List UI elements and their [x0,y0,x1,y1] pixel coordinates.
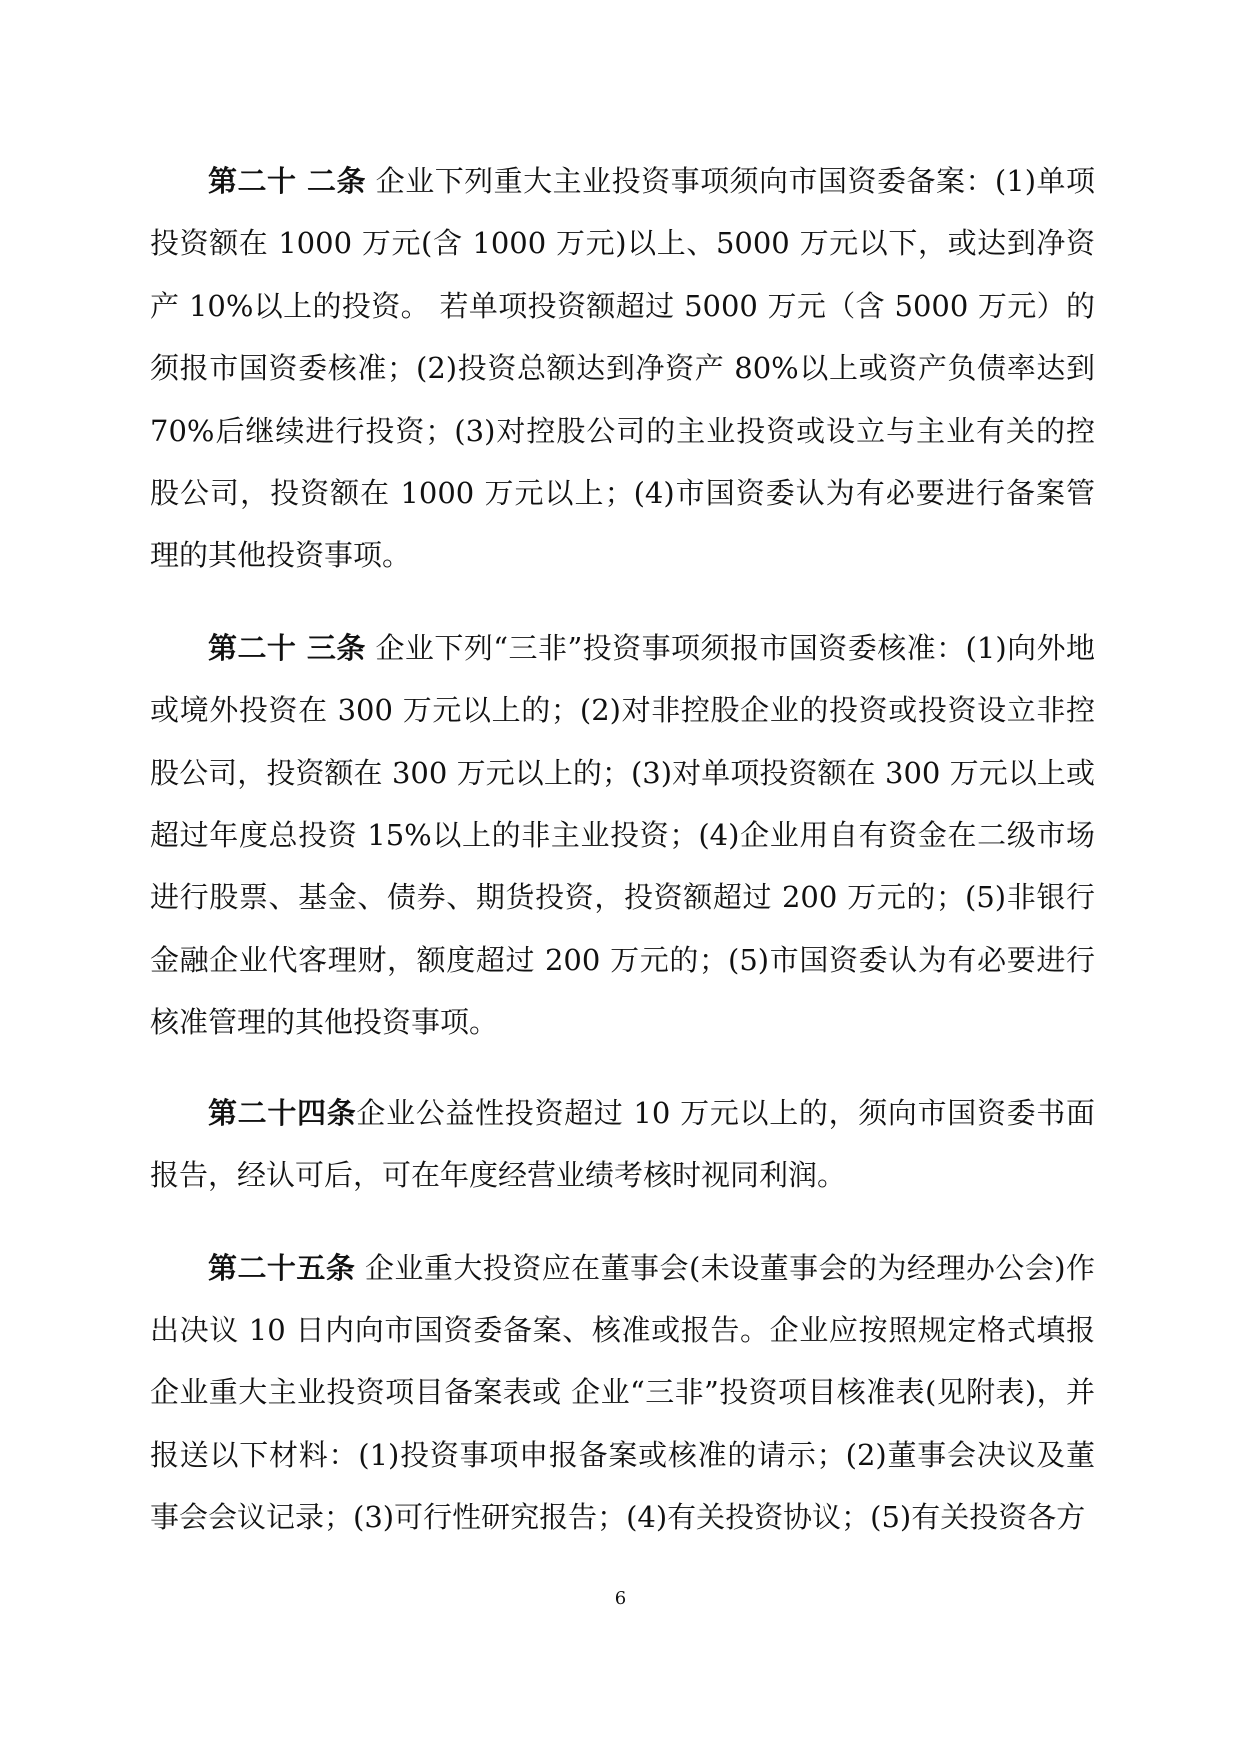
article-25 [150,1237,1095,1549]
article-heading: 第二十五条 [208,1250,356,1285]
article-body: 企业下列“三非”投资事项须报市国资委核准：(1)向外地或境外投资在 300 万元以上的；(2)对非控股企业的投资或投资设立非控股公司，投资额在 300 万元以上的；(3)对单项投资额在 300 万元以上或超过年度总投资 15%以上的非主业投资；(4)企业用自有资金在二级市场进行股票、基金、债券、期货投资，投资额超过 200 万元的；(5)非银行金融企业代客理财，额度超过 200 万元的；(5)市国资委认为有必要进行核准管理的其他投资事项。 [150,630,1095,1040]
article-body: 企业下列重大主业投资事项须向市国资委备案：(1)单项投资额在 1000 万元(含 1000 万元)以上、5000 万元以下，或达到净资产 10%以上的投资。 若单项投资额超过 5000 万元（含 5000 万元）的须报市国资委核准；(2)投资总额达到净资产 80%以上或资产负债率达到 70%后继续进行投资；(3)对控股公司的主业投资或设立与主业有关的控股公司，投资额在 1000 万元以上；(4)市国资委认为有必要进行备案管理的其他投资事项。 [150,164,1095,573]
article-body: 企业重大投资应在董事会(未设董事会的为经理办公会)作出决议 10 日内向市国资委备案、核准或报告。企业应按照规定格式填报企业重大主业投资项目备案表或 企业“三非”投资项目核准表(见附表)，并报送以下材料：(1)投资事项申报备案或核准的请示；(2)董事会决议及董事会会议记录；(3)可行性研究报告；(4)有关投资协议；(5)有关投资各方 [150,1250,1095,1535]
article-22 [150,150,1095,587]
article-heading: 第二十 三条 [208,630,366,665]
article-heading: 第二十四条 [208,1095,357,1130]
article-23 [150,617,1095,1054]
page-number: 6 [614,1588,627,1609]
article-body: 企业公益性投资超过 10 万元以上的，须向市国资委书面报告，经认可后，可在年度经营业绩考核时视同利润。 [150,1095,1095,1193]
document-page [150,150,1095,1579]
article-heading: 第二十 二条 [208,164,367,198]
article-24 [150,1082,1095,1207]
